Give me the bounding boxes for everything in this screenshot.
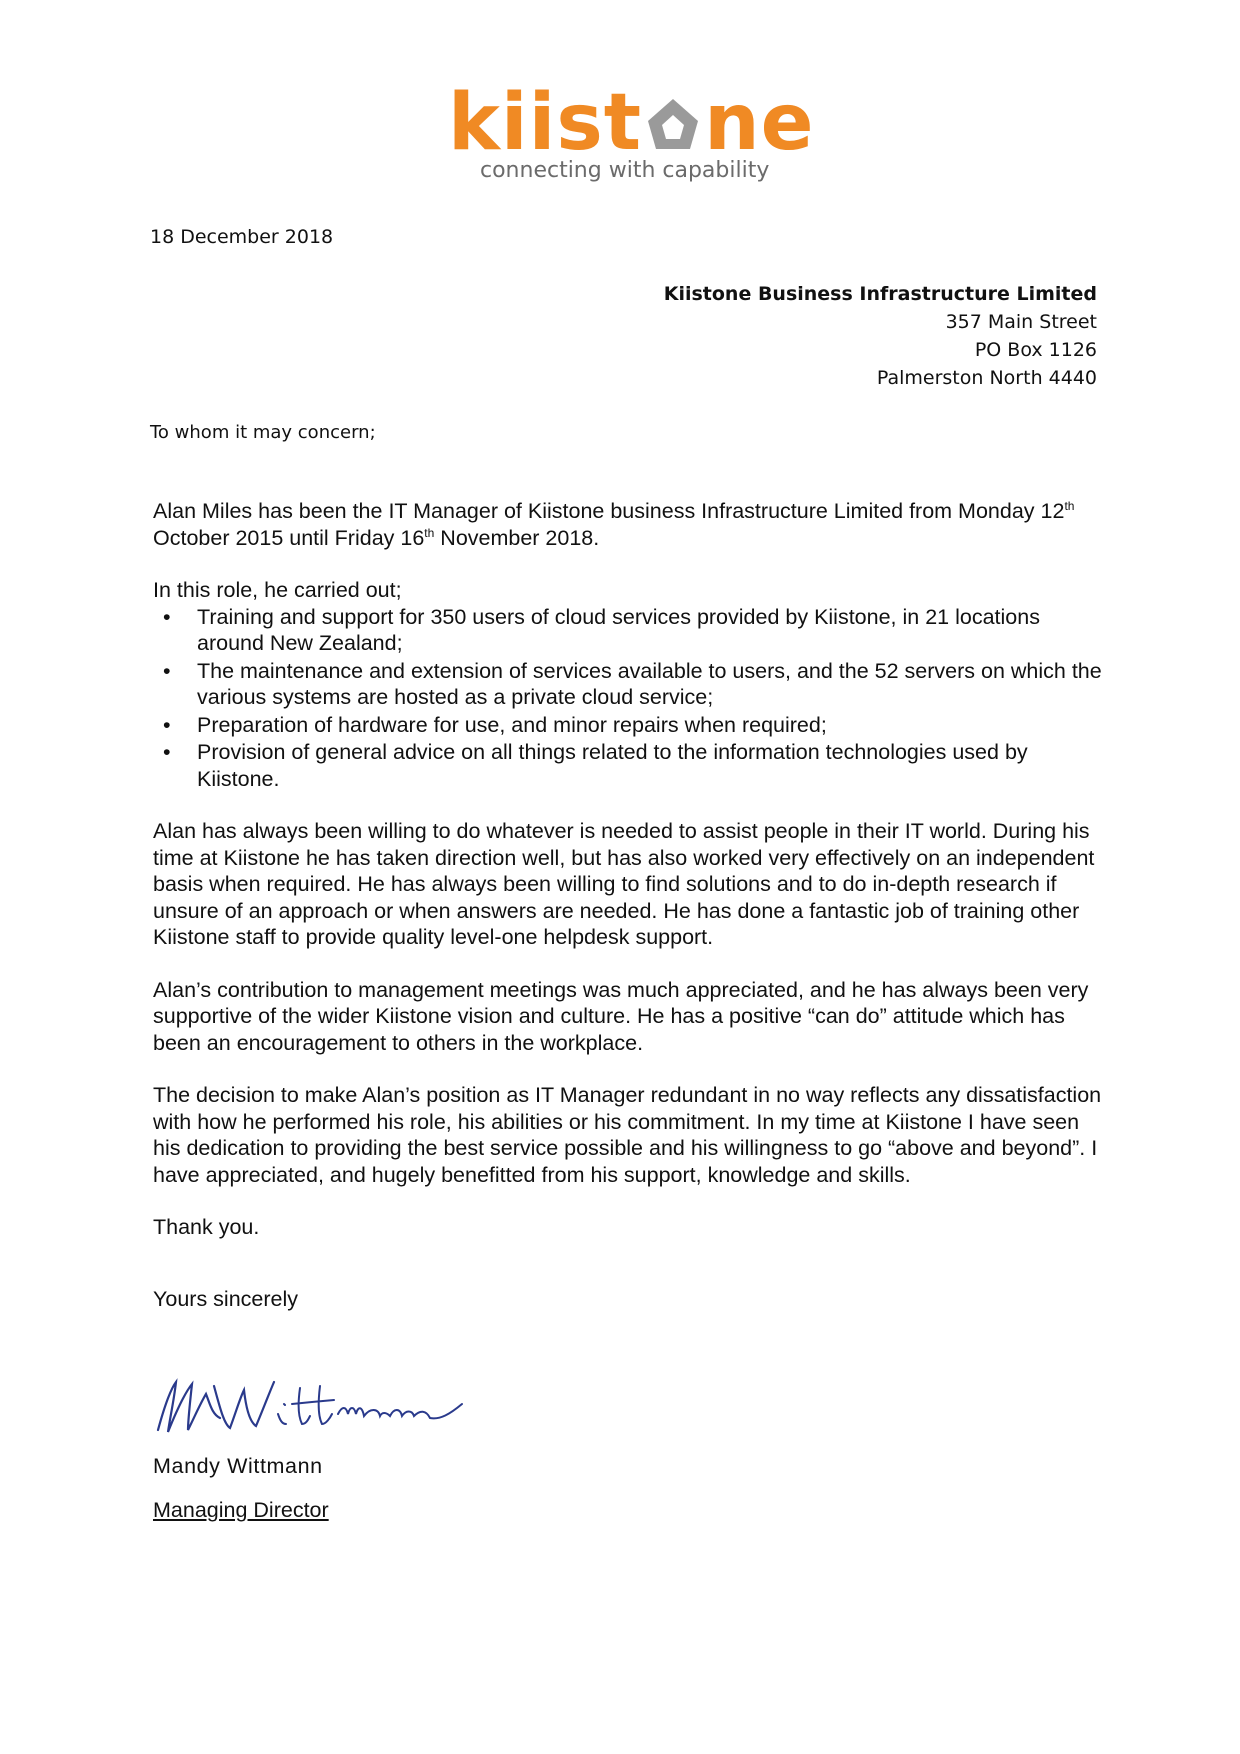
closing-line: Yours sincerely	[153, 1286, 298, 1311]
paragraph-employment-text-3: November 2018.	[434, 525, 600, 550]
signer-title: Managing Director	[153, 1498, 329, 1522]
logo-wordmark	[448, 78, 815, 168]
logo-stone-icon	[644, 82, 702, 140]
logo-text-end: ne	[704, 78, 815, 168]
paragraph-employment-text-1: Alan Miles has been the IT Manager of Kiistone business Infrastructure Limited from Monday 12	[153, 499, 1065, 523]
duties-list	[153, 604, 1103, 793]
logo-tagline: connecting with capability	[480, 158, 770, 183]
paragraph-contribution: Alan’s contribution to management meetings was much appreciated, and he has always been very supportive of the wider Kiistone vision and culture. He has a positive “can do” attitude which has been an encouragement to others in the workplace.	[153, 977, 1089, 1055]
address-street: 357 Main Street	[945, 311, 1097, 333]
address-po-box: PO Box 1126	[974, 339, 1097, 361]
handwritten-signature	[150, 1368, 500, 1448]
salutation: To whom it may concern;	[150, 422, 376, 443]
ordinal-suffix: th	[1064, 499, 1075, 513]
duty-item: • Training and support for 350 users of cloud services provided by Kiistone, in 21 locations around New Zealand;	[197, 604, 1103, 657]
duty-item: • Preparation of hardware for use, and minor repairs when required;	[197, 712, 1103, 739]
paragraph-redundancy: The decision to make Alan’s position as IT Manager redundant in no way reflects any dissatisfaction with how he performed his role, his abilities or his commitment. In my time at Kiistone I have seen his dedication to providing the best service possible and his willingness to go “above and beyond”. I have appreciated, and hugely benefitted from his support, knowledge and skills.	[153, 1083, 1102, 1187]
letter-date: 18 December 2018	[150, 226, 334, 248]
thanks-line: Thank you.	[153, 1215, 260, 1239]
recipient-address	[664, 280, 1097, 392]
duty-item: • Provision of general advice on all things related to the information technologies used by Kiistone.	[197, 739, 1103, 792]
address-company: Kiistone Business Infrastructure Limited	[663, 283, 1097, 305]
paragraph-employment-text-2: October 2015 until Friday 16	[153, 525, 425, 550]
paragraph-employment	[153, 498, 1103, 551]
role-intro: In this role, he carried out;	[153, 578, 402, 602]
logo-text-start: kiist	[448, 78, 643, 168]
company-logo	[430, 78, 815, 188]
address-city: Palmerston North 4440	[876, 367, 1097, 389]
ordinal-suffix: th	[424, 525, 435, 540]
duty-item: • The maintenance and extension of services available to users, and the 52 servers on which the various systems are hosted as a private cloud service;	[197, 658, 1103, 711]
paragraph-performance: Alan has always been willing to do whatever is needed to assist people in their IT world. During his time at Kiistone he has taken direction well, but has also worked very effectively on an independent basis when required. He has always been willing to find solutions and to do in-depth research if unsure of an approach or when answers are needed. He has done a fantastic job of training other Kiistone staff to provide quality level-one helpdesk support.	[153, 819, 1095, 949]
letter-body	[153, 498, 1103, 1338]
signer-name: Mandy Wittmann	[153, 1454, 323, 1478]
